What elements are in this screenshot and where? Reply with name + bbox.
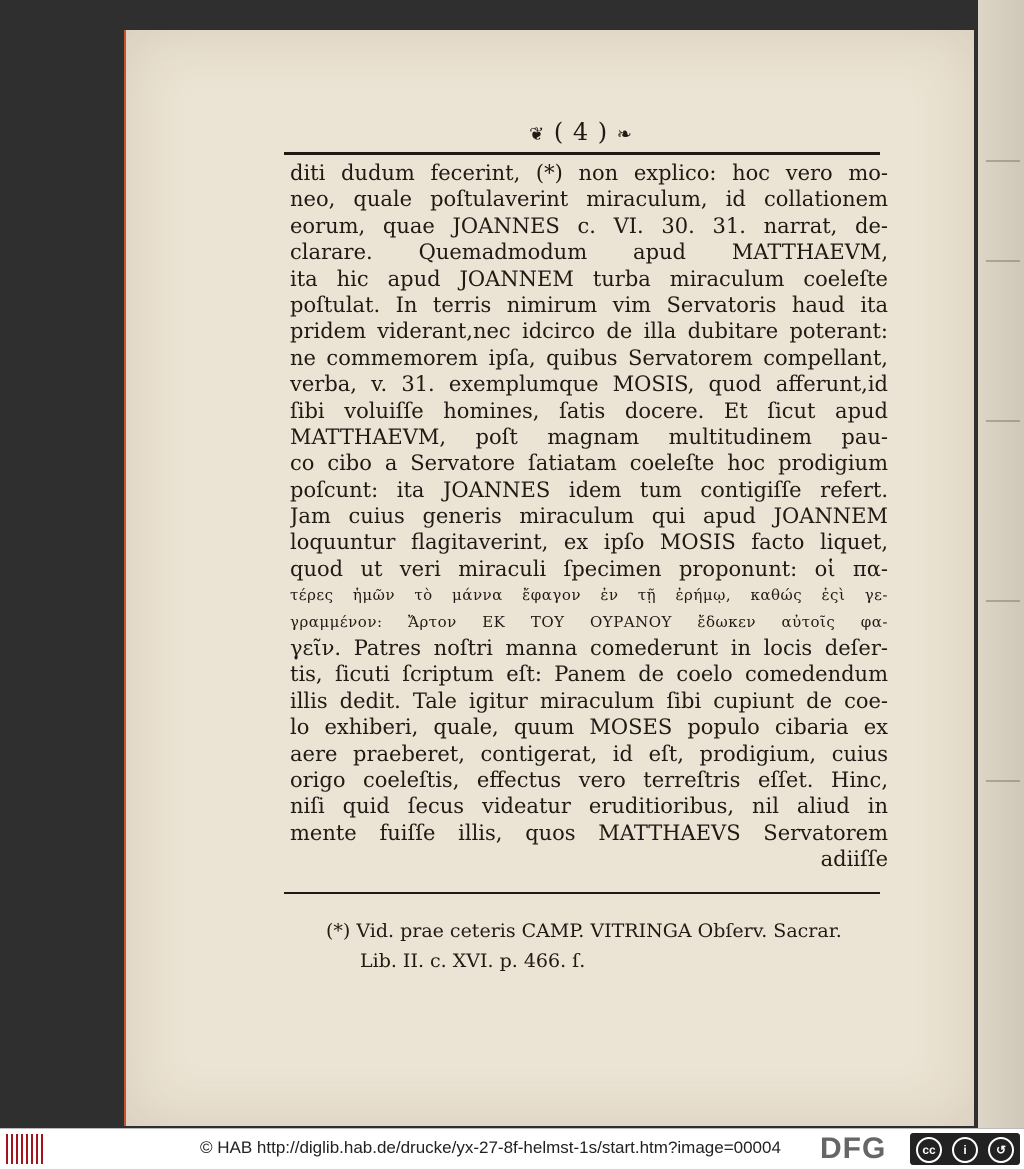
header-ornament-right: ❧ [616,124,633,145]
by-icon: i [952,1137,978,1163]
text-line: clarare. Quemadmodum apud MATTHAEVM, [290,240,888,265]
dfg-logo: DFG [820,1132,887,1165]
text-line: diti dudum fecerint, (*) non explico: hoc vero mo- [290,161,888,185]
sa-icon: ↺ [988,1137,1014,1163]
page-number: ( 4 ) [553,118,609,146]
footnote-line: Lib. II. c. XVI. p. 466. ſ. [360,950,586,972]
viewer-footer [0,1128,1024,1169]
greek-text-line: τέρες ἡμῶν τὸ μάννα ἔφαγον ἐν τῇ ἐρήμῳ, καθώς ἐςὶ γε- [290,586,888,605]
text-line: poſtulat. In terris nimirum vim Servatoris haud ita [290,292,888,317]
header-ornament-left: ❦ [529,124,546,145]
text-line: neo, quale poſtulaverint miraculum, id collationem [290,187,888,212]
catchword: adiiſſe [820,847,888,872]
text-line: aere praeberet, contigerat, id eſt, prodigium, cuius [290,741,888,766]
text-line: loquuntur flagitaverint, ex ipſo MOSIS facto liquet, [290,530,888,555]
text-line: origo coeleſtis, effectus vero terreſtris eſſet. Hinc, [290,767,888,792]
footnote [326,916,886,976]
text-line: ſibi voluiſſe homines, ſatis docere. Et ſicut apud [290,398,888,423]
text-line: lo exhiberi, quale, quum MOSES populo cibaria ex [290,715,888,740]
cc-icon: cc [916,1137,942,1163]
text-line: MATTHAEVM, poſt magnam multitudinem pau- [290,424,888,449]
text-line: eorum, quae JOANNES c. VI. 30. 31. narrat, de- [290,213,888,238]
text-line: pridem viderant,nec idcirco de illa dubitare poterant: [290,319,888,344]
text-line: poſcunt: ita JOANNES idem tum contigiſſe refert. [290,477,888,502]
license-badge[interactable] [910,1133,1020,1165]
greek-text-line: γραμμένον: Ἄρτον ΕΚ ΤΟΥ ΟΥΡΑΝΟΥ ἔδωκεν αὐτοῖς φα- [290,612,888,631]
footnote-line: (*) Vid. prae ceteris CAMP. VITRINGA Obſerv. Sacrar. [326,920,842,942]
text-line: niſi quid ſecus videatur eruditioribus, nil aliud in [290,794,888,819]
text-line: ne commemorem ipſa, quibus Servatorem compellant, [290,345,888,370]
text-line: mente fuiſſe illis, quos MATTHAEVS Servatorem [290,820,888,845]
text-line: illis dedit. Tale igitur miraculum ſibi cupiunt de coe- [290,688,888,713]
text-line: verba, v. 31. exemplumque MOSIS, quod afferunt,id [290,372,888,397]
adjacent-page-strip [978,0,1024,1128]
text-line: co cibo a Servatore ſatiatam coeleſte hoc prodigium [290,451,888,476]
source-link[interactable]: © HAB http://diglib.hab.de/drucke/yx-27-8f-helmst-1s/start.htm?image=00004 [200,1138,781,1157]
text-line: quod ut veri miraculi ſpecimen proponunt: οἱ πα- [290,556,888,581]
footnote-rule [284,892,880,894]
text-line: γεῖν. Patres noſtri manna comederunt in locis deſer- [290,636,888,661]
text-line: tis, ſicuti ſcriptum eſt: Panem de coelo comedendum [290,662,888,687]
page-header [282,118,880,146]
text-line: ita hic apud JOANNEM turba miraculum coeleſte [290,266,888,291]
barcode-icon [6,1134,46,1164]
body-text [290,160,888,873]
header-rule [284,152,880,155]
text-line: Jam cuius generis miraculum qui apud JOANNEM [290,504,888,529]
